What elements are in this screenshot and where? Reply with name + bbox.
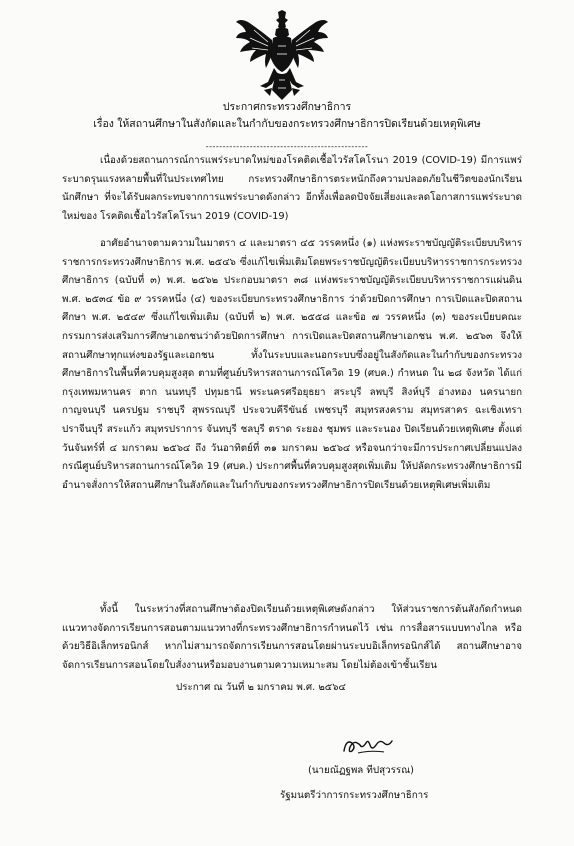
paragraph-3: ทั้งนี้ ในระหว่างที่สถานศึกษาต้องปิดเรียนด้วยเหตุพิเศษดังกล่าว ให้ส่วนราชการต้นสังกัดกำหนดแนวทางจัดการเรียนการสอนตามแนวทางที่กระทรวงศึกษาธิการกำหนดไว้ เช่น การสื่อสารแบบทางไกล หรือด้วยวิธีอิเล็กทรอนิกส์ หากไม่สามารถจัดการเรียนการสอนโดยผ่านระบบอิเล็กทรอนิกส์ได้ สถานศึกษาอาจจัดการเรียนการสอนโดยใบสั่งงานหรือมอบงานตามความเหมาะสม โดยไม่ต้องเข้าชั้นเรียน — [62, 604, 522, 671]
dateline: ประกาศ ณ วันที่ ๒ มกราคม พ.ศ. ๒๕๖๔ — [176, 682, 346, 693]
divider-line: ------------------------------------------------ — [205, 142, 369, 151]
garuda-emblem-icon — [234, 10, 330, 102]
document-subject: เรื่อง ให้สถานศึกษาในสังกัดและในกำกับของกระทรวงศึกษาธิการปิดเรียนด้วยเหตุพิเศษ — [93, 118, 481, 130]
paragraph-2: อาศัยอำนาจตามความในมาตรา ๔ และมาตรา ๔๕ วรรคหนึ่ง (๑) แห่งพระราชบัญญัติระเบียบบริหารราชการกระทรวงศึกษาธิการ พ.ศ. ๒๕๔๖ ซึ่งแก้ไขเพิ่มเติมโดยพระราชบัญญัติระเบียบบริหารราชการกระทรวงศึกษาธิการ (ฉบับที่ ๓) พ.ศ. ๒๕๖๒ ประกอบมาตรา ๓๘ แห่งพระราชบัญญัติระเบียบบริหารราชการแผ่นดิน พ.ศ. ๒๕๓๔ ข้อ ๙ วรรคหนึ่ง (๔) ของระเบียบกระทรวงศึกษาธิการ ว่าด้วยปิดการศึกษา การเปิดและปิดสถานศึกษา พ.ศ. ๒๕๔๙ ซึ่งแก้ไขเพิ่มเติม (ฉบับที่ ๒) พ.ศ. ๒๕๕๘ และข้อ ๗ วรรคหนึ่ง (๓) ของระเบียบคณะกรรมการส่งเสริมการศึกษาเอกชนว่าด้วยปิดการศึกษา การเปิดและปิดสถานศึกษาเอกชน พ.ศ. ๒๕๖๓ จึงให้สถานศึกษาทุกแห่งของรัฐและเอกชน ทั้งในระบบและนอกระบบซึ่งอยู่ในสังกัดและในกำกับของกระทรวงศึกษาธิการในพื้นที่ควบคุมสูงสุด ตามที่ศูนย์บริหารสถานการณ์โควิด 19 (ศบค.) กำหนด ใน ๒๘ จังหวัด ได้แก่ กรุงเทพมหานคร ตาก นนทบุรี ปทุมธานี พระนครศรีอยุธยา สระบุรี ลพบุรี สิงห์บุรี อ่างทอง นครนายก กาญจนบุรี นครปฐม ราชบุรี สุพรรณบุรี ประจวบคีรีขันธ์ เพชรบุรี สมุทรสงคราม สมุทรสาคร ฉะเชิงเทรา ปราจีนบุรี สระแก้ว สมุทรปราการ จันทบุรี ชลบุรี ตราด ระยอง ชุมพร และระนอง ปิดเรียนด้วยเหตุพิเศษ ตั้งแต่วันจันทร์ที่ ๔ มกราคม ๒๕๖๔ ถึง วันอาทิตย์ที่ ๓๑ มกราคม ๒๕๖๔ หรือจนกว่าจะมีการประกาศเปลี่ยนแปลง กรณีศูนย์บริหารสถานการณ์โควิด 19 (ศบค.) ประกาศพื้นที่ควบคุมสูงสุดเพิ่มเติม ให้ปลัดกระทรวงศึกษาธิการมีอำนาจสั่งการให้สถานศึกษาในสังกัดและในกำกับของกระทรวงศึกษาธิการปิดเรียนด้วยเหตุพิเศษเพิ่มเติม — [62, 238, 522, 491]
handwritten-signature-icon — [340, 733, 396, 757]
document-heading: ประกาศกระทรวงศึกษาธิการ — [222, 101, 352, 113]
paragraph-1: เนื่องด้วยสถานการณ์การแพร่ระบาดใหม่ของโรคติดเชื้อไวรัสโคโรนา 2019 (COVID-19) มีการแพร่ระบาดรุนแรงหลายพื้นที่ในประเทศไทย กระทรวงศึกษาธิการตระหนักถึงความปลอดภัยในชีวิตของนักเรียน นักศึกษา ที่จะได้รับผลกระทบจากการแพร่ระบาดดังกล่าว อีกทั้งเพื่อลดปัจจัยเสี่ยงและลดโอกาสการแพร่ระบาดใหม่ของ โรคติดเชื้อไวรัสโคโรนา 2019 (COVID-19) — [62, 155, 522, 222]
signer-name: (นายณัฏฐพล ทีปสุวรรณ) — [308, 765, 415, 776]
signer-title: รัฐมนตรีว่าการกระทรวงศึกษาธิการ — [280, 790, 429, 801]
